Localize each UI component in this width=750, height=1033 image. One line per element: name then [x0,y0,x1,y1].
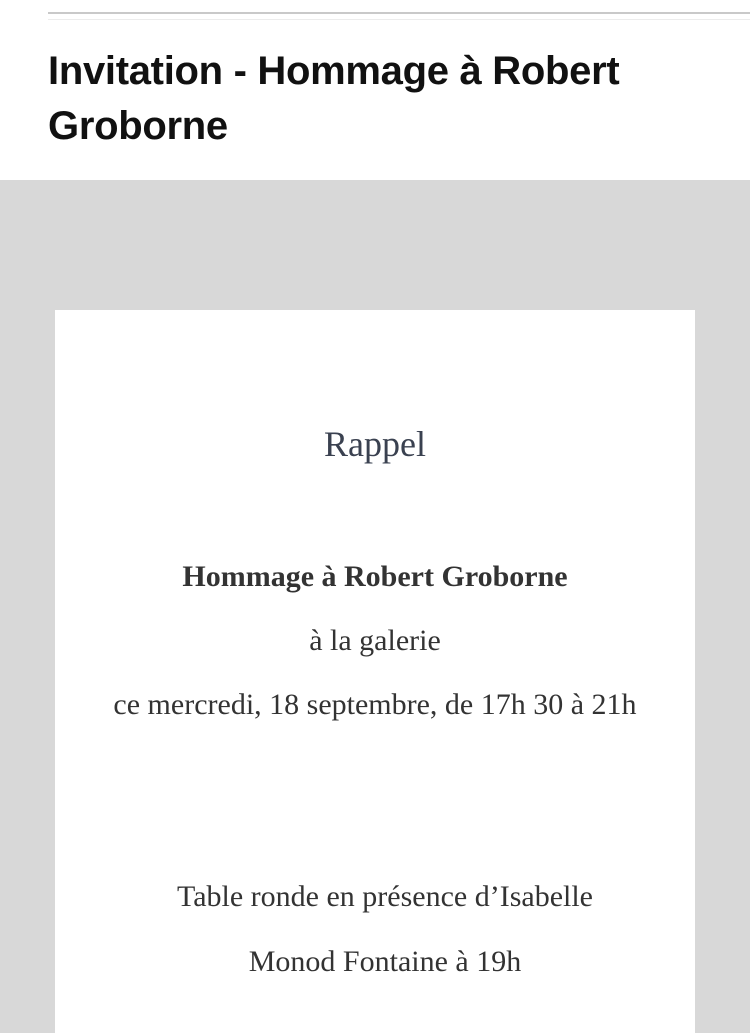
round-table-note: Table ronde en présence d’Isabelle Monod Fontaine à 19h [176,880,593,978]
email-subject: Invitation - Hommage à Robert Groborne [48,49,620,148]
event-venue: à la galerie [309,624,441,657]
event-date-time: ce mercredi, 18 septembre, de 17h 30 à 21h [113,688,637,721]
header-divider [48,12,750,14]
header-divider-secondary [48,19,750,20]
event-title: Hommage à Robert Groborne [182,560,568,593]
email-header [0,0,750,180]
message-heading: Rappel [324,424,426,464]
